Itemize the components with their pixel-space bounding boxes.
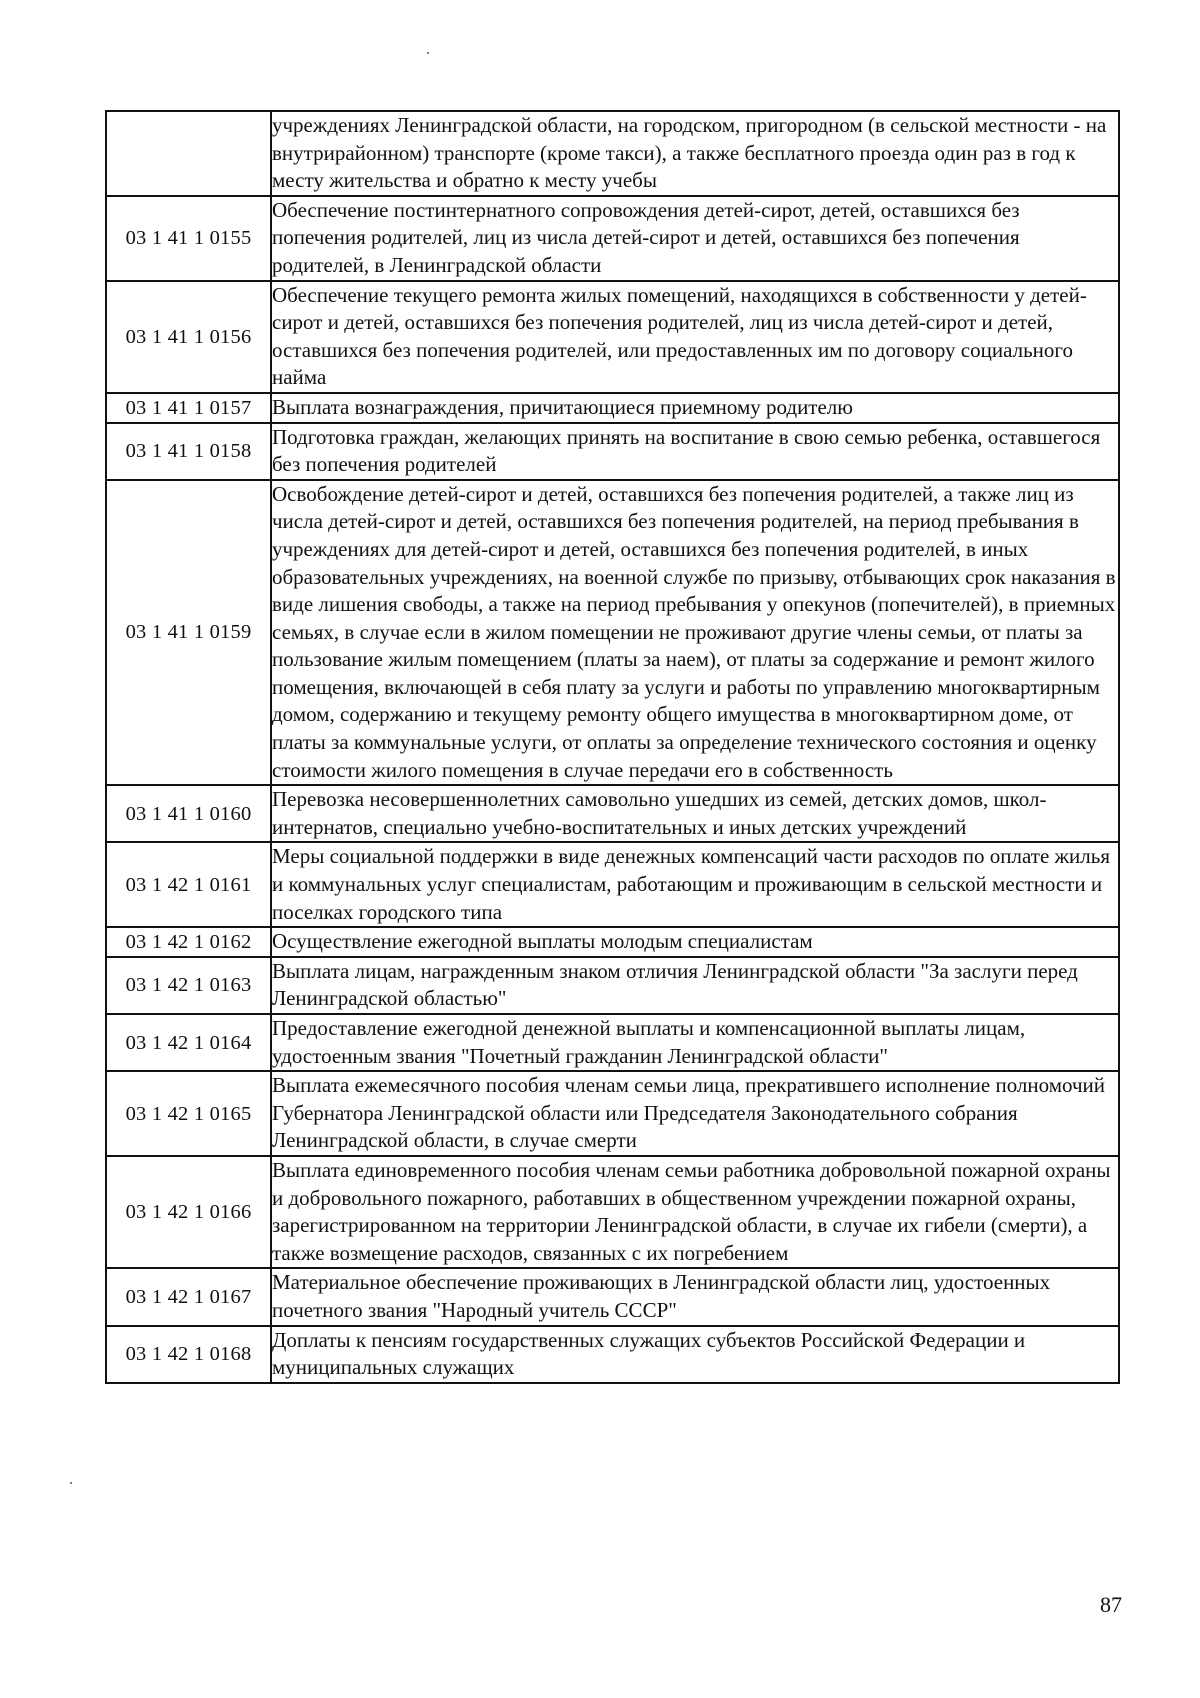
description-cell: Меры социальной поддержки в виде денежных компенсаций части расходов по оплате жилья и коммунальных услуг специалистам, работающим и проживающим в сельской местности и поселках городского типа [271, 842, 1119, 927]
code-cell: 03 1 41 1 0158 [106, 423, 271, 480]
description-cell: Осуществление ежегодной выплаты молодым специалистам [271, 927, 1119, 957]
code-cell: 03 1 42 1 0165 [106, 1071, 271, 1156]
description-cell: Предоставление ежегодной денежной выплаты и компенсационной выплаты лицам, удостоенным звания "Почетный гражданин Ленинградской области" [271, 1014, 1119, 1071]
table-row [106, 281, 1119, 393]
table-row [106, 1014, 1119, 1071]
table-row [106, 423, 1119, 480]
code-cell [106, 111, 271, 196]
table-row [106, 785, 1119, 842]
table-row [106, 927, 1119, 957]
code-cell: 03 1 42 1 0163 [106, 957, 271, 1014]
table-row [106, 1071, 1119, 1156]
table-row [106, 196, 1119, 281]
code-cell: 03 1 42 1 0168 [106, 1326, 271, 1383]
description-cell: Обеспечение текущего ремонта жилых помещений, находящихся в собственности у детей-сирот и детей, оставшихся без попечения родителей, лиц из числа детей-сирот и детей, оставшихся без попечения родителей, или предоставленных им по договору социального найма [271, 281, 1119, 393]
page-number: 87 [1100, 1592, 1122, 1617]
code-cell: 03 1 42 1 0161 [106, 842, 271, 927]
description-cell: учреждениях Ленинградской области, на городском, пригородном (в сельской местности - на внутрирайонном) транспорте (кроме такси), а также бесплатного проезда один раз в год к месту жительства и обратно к месту учебы [271, 111, 1119, 196]
description-cell: Перевозка несовершеннолетних самовольно ушедших из семей, детских домов, школ-интернатов, специально учебно-воспитательных и иных детских учреждений [271, 785, 1119, 842]
description-cell: Обеспечение постинтернатного сопровождения детей-сирот, детей, оставшихся без попечения родителей, лиц из числа детей-сирот и детей, оставшихся без попечения родителей, в Ленинградской области [271, 196, 1119, 281]
description-cell: Подготовка граждан, желающих принять на воспитание в свою семью ребенка, оставшегося без попечения родителей [271, 423, 1119, 480]
description-cell: Выплата единовременного пособия членам семьи работника добровольной пожарной охраны и добровольного пожарного, работавших в общественном учреждении пожарной охраны, зарегистрированном на территории Ленинградской области, в случае их гибели (смерти), а также возмещение расходов, связанных с их погребением [271, 1156, 1119, 1268]
description-cell: Выплата лицам, награжденным знаком отличия Ленинградской области "За заслуги перед Ленинградской областью" [271, 957, 1119, 1014]
description-cell: Материальное обеспечение проживающих в Ленинградской области лиц, удостоенных почетного звания "Народный учитель СССР" [271, 1268, 1119, 1325]
description-cell: Выплата ежемесячного пособия членам семьи лица, прекратившего исполнение полномочий Губернатора Ленинградской области или Председателя Законодательного собрания Ленинградской области, в случае смерти [271, 1071, 1119, 1156]
table-row [106, 957, 1119, 1014]
description-cell: Доплаты к пенсиям государственных служащих субъектов Российской Федерации и муниципальных служащих [271, 1326, 1119, 1383]
code-cell: 03 1 41 1 0156 [106, 281, 271, 393]
table-row [106, 393, 1119, 423]
table-row [106, 480, 1119, 786]
table-row [106, 1268, 1119, 1325]
table-row [106, 1326, 1119, 1383]
code-cell: 03 1 42 1 0164 [106, 1014, 271, 1071]
description-cell: Освобождение детей-сирот и детей, оставшихся без попечения родителей, а также лиц из числа детей-сирот и детей, оставшихся без попечения родителей, на период пребывания в учреждениях для детей-сирот и детей, оставшихся без попечения родителей, в иных образовательных учреждениях, на военной службе по призыву, отбывающих срок наказания в виде лишения свободы, а также на период пребывания у опекунов (попечителей), в приемных семьях, в случае если в жилом помещении не проживают другие члены семьи, от платы за пользование жилым помещением (платы за наем), от платы за содержание и ремонт жилого помещения, включающей в себя плату за услуги и работы по управлению многоквартирным домом, содержанию и текущему ремонту общего имущества в многоквартирном доме, от платы за коммунальные услуги, от оплаты за определение технического состояния и оценку стоимости жилого помещения в случае передачи его в собственность [271, 480, 1119, 786]
code-cell: 03 1 41 1 0155 [106, 196, 271, 281]
code-cell: 03 1 41 1 0160 [106, 785, 271, 842]
description-cell: Выплата вознаграждения, причитающиеся приемному родителю [271, 393, 1119, 423]
scan-speck [427, 52, 429, 54]
table-row [106, 111, 1119, 196]
code-cell: 03 1 41 1 0157 [106, 393, 271, 423]
code-cell: 03 1 42 1 0167 [106, 1268, 271, 1325]
table-row [106, 1156, 1119, 1268]
code-cell: 03 1 42 1 0162 [106, 927, 271, 957]
code-cell: 03 1 42 1 0166 [106, 1156, 271, 1268]
code-cell: 03 1 41 1 0159 [106, 480, 271, 786]
scan-speck [70, 1482, 72, 1484]
budget-code-table [105, 110, 1120, 1384]
table-row [106, 842, 1119, 927]
